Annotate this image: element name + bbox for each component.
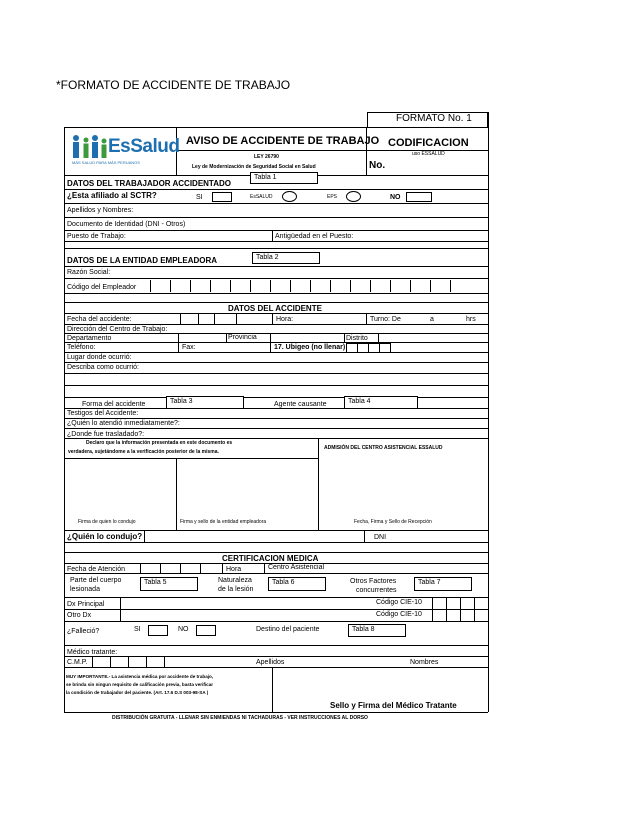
format-label: FORMATO No. 1 bbox=[396, 113, 472, 124]
died-yes-checkbox[interactable] bbox=[148, 625, 168, 636]
district-field[interactable]: Distrito bbox=[346, 335, 368, 342]
doctor-surnames-label: Apellidos bbox=[256, 659, 285, 666]
other-factors-label-2: concurrentes bbox=[356, 587, 397, 594]
driver-field[interactable]: ¿Quién lo condujo? bbox=[67, 532, 143, 541]
sctr-yes-checkbox[interactable] bbox=[212, 192, 232, 202]
died-yes-label: SI bbox=[134, 626, 141, 633]
died-no-checkbox[interactable] bbox=[196, 625, 216, 636]
cie-10-code-2-label: Código CIE-10 bbox=[376, 611, 422, 618]
worker-names-field[interactable]: Apellidos y Nombres: bbox=[67, 207, 134, 214]
other-factors-label-1: Otros Factores bbox=[350, 578, 397, 585]
admission-label: ADMISIÓN DEL CENTRO ASISTENCIAL ESSALUD bbox=[324, 445, 443, 451]
dx-other-field[interactable]: Otro Dx bbox=[67, 612, 92, 619]
sctr-no-checkbox[interactable] bbox=[406, 192, 432, 202]
table-7-label: Tabla 7 bbox=[418, 579, 441, 586]
causal-agent-label: Agente causante bbox=[274, 401, 327, 408]
worker-job-field[interactable]: Puesto de Trabajo: bbox=[67, 233, 126, 240]
driver-signature-area[interactable]: Firma de quien lo condujo bbox=[78, 519, 136, 525]
medical-heading: CERTIFICACION MEDICA bbox=[222, 554, 319, 563]
table-5-label: Tabla 5 bbox=[144, 579, 167, 586]
sctr-no-label: NO bbox=[390, 194, 401, 201]
important-note-1: MUY IMPORTANTE.- La asistencia médica por accidente de trabajo, bbox=[66, 674, 214, 679]
province-field[interactable]: Provincia bbox=[228, 334, 257, 341]
table-4-label: Tabla 4 bbox=[348, 398, 371, 405]
nature-label-2: de la lesión bbox=[218, 586, 254, 593]
sctr-essalud-label: EsSALUD bbox=[250, 194, 273, 200]
work-address-field[interactable]: Dirección del Centro de Trabajo: bbox=[67, 326, 168, 333]
died-question: ¿Falleció? bbox=[67, 628, 100, 635]
accident-time-field[interactable]: Hora: bbox=[276, 316, 294, 323]
driver-dni-field[interactable]: DNI bbox=[374, 534, 387, 541]
attention-time-field[interactable]: Hora bbox=[226, 566, 242, 573]
body-part-label-2: lesionada bbox=[70, 586, 100, 593]
declaration-line-1: Declaro que la información presentada en este documento es bbox=[86, 440, 233, 446]
accident-hours-label: hrs bbox=[466, 316, 476, 323]
essalud-logo bbox=[70, 133, 180, 171]
table-1-label: Tabla 1 bbox=[254, 174, 277, 181]
place-field[interactable]: Lugar donde ocurrió: bbox=[67, 354, 132, 361]
treating-doctor-field[interactable]: Médico tratante: bbox=[67, 649, 118, 656]
logo-text: EsSalud bbox=[108, 136, 180, 157]
employer-heading: DATOS DE LA ENTIDAD EMPLEADORA bbox=[67, 256, 218, 265]
moved-to-field[interactable]: ¿Donde fue trasladado?: bbox=[67, 431, 145, 438]
sctr-essalud-radio[interactable] bbox=[282, 191, 297, 202]
important-note-3: la condición de trabajador del paciente. (Art. 17.6 D.S 003-98-SA ) bbox=[66, 690, 209, 695]
sctr-question: ¿Esta afiliado al SCTR? bbox=[67, 191, 157, 200]
employer-code-field[interactable]: Código del Empleador bbox=[67, 284, 137, 291]
accident-form-label: Forma del accidente bbox=[82, 401, 146, 408]
worker-id-field[interactable]: Documento de Identidad (DNI - Otros) bbox=[67, 221, 186, 228]
patient-destination-label: Destino del paciente bbox=[256, 626, 320, 633]
attention-date-field[interactable]: Fecha de Atención bbox=[67, 566, 125, 573]
describe-field[interactable]: Describa como ocurrió: bbox=[67, 364, 139, 371]
table-6-label: Tabla 6 bbox=[272, 579, 295, 586]
fax-field[interactable]: Fax: bbox=[182, 344, 196, 351]
health-center-field[interactable]: Centro Asistencial bbox=[268, 564, 325, 571]
page-caption: *FORMATO DE ACCIDENTE DE TRABAJO bbox=[56, 78, 291, 92]
form-title: AVISO DE ACCIDENTE DE TRABAJO bbox=[186, 135, 380, 147]
died-no-label: NO bbox=[178, 626, 189, 633]
declaration-line-2: verdadera, sujetándome a la verificación posterior de la misma. bbox=[68, 449, 219, 455]
codification-sub: uso ESSALUD bbox=[412, 151, 445, 157]
worker-heading: DATOS DEL TRABAJADOR ACCIDENTADO bbox=[67, 179, 232, 188]
sctr-eps-label: EPS bbox=[327, 194, 338, 200]
accident-date-field[interactable]: Fecha del accidente: bbox=[67, 316, 132, 323]
footer-note: DISTRIBUCIÓN GRATUITA - LLENAR SIN ENMIENDAS NI TACHADURAS - VER INSTRUCCIONES AL DORSO bbox=[112, 715, 368, 721]
table-3-label: Tabla 3 bbox=[170, 398, 193, 405]
codification-label: CODIFICACION bbox=[388, 137, 469, 149]
ubigeo-label: 17. Ubigeo (no llenar) bbox=[274, 344, 346, 351]
accident-shift-field[interactable]: Turno: De bbox=[370, 316, 401, 323]
sctr-yes-label: SI bbox=[196, 194, 203, 201]
employer-signature-area[interactable]: Firma y sello de la entidad empleadora bbox=[180, 519, 267, 525]
doctor-signature-area[interactable]: Sello y Firma del Médico Tratante bbox=[330, 701, 457, 710]
number-label: No. bbox=[369, 160, 386, 171]
accident-heading: DATOS DEL ACCIDENTE bbox=[228, 304, 322, 313]
department-field[interactable]: Departamento bbox=[67, 335, 112, 342]
body-part-label-1: Parte del cuerpo bbox=[70, 577, 122, 584]
law-number: LEY 26790 bbox=[254, 154, 279, 160]
table-2-label: Tabla 2 bbox=[256, 254, 279, 261]
logo-tagline: MÁS SALUD PARA MÁS PERUANOS bbox=[72, 160, 140, 165]
dx-main-field[interactable]: Dx Principal bbox=[67, 601, 105, 608]
worker-seniority-field[interactable]: Antigüedad en el Puesto: bbox=[275, 233, 354, 240]
cmp-field[interactable]: C.M.P. bbox=[67, 659, 88, 666]
law-text: Ley de Modernización de Seguridad Social en Salud bbox=[192, 164, 316, 170]
attended-by-field[interactable]: ¿Quién lo atendió inmediatamente?: bbox=[67, 420, 180, 427]
family-logo-icon bbox=[70, 133, 110, 161]
witnesses-field[interactable]: Testigos del Accidente: bbox=[67, 410, 139, 417]
sctr-eps-radio[interactable] bbox=[346, 191, 361, 202]
nature-label-1: Naturaleza bbox=[218, 577, 252, 584]
cie-10-code-1-label: Código CIE-10 bbox=[376, 599, 422, 606]
important-note-2: se brinda sin ningun requisito de calificación previa, basta verificar bbox=[66, 682, 214, 687]
company-name-field[interactable]: Razón Social: bbox=[67, 269, 111, 276]
table-8-label: Tabla 8 bbox=[352, 626, 375, 633]
reception-signature-area[interactable]: Fecha, Firma y Sello de Recepción bbox=[354, 519, 432, 525]
doctor-names-label: Nombres bbox=[410, 659, 439, 666]
phone-field[interactable]: Teléfono: bbox=[67, 344, 96, 351]
accident-shift-to: a bbox=[430, 316, 434, 323]
